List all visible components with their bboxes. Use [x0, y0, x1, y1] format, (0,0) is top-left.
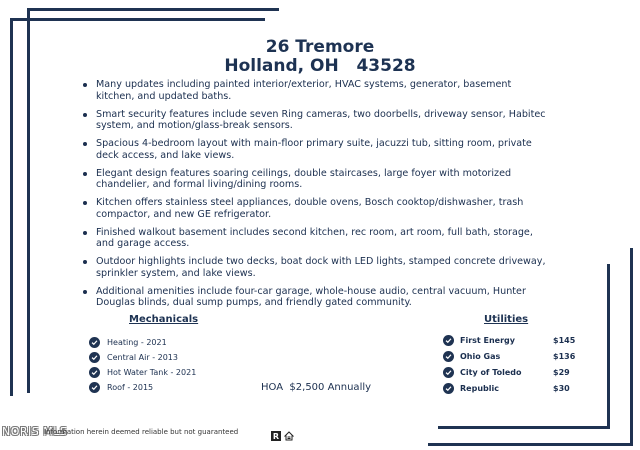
utility-name: Republic [460, 384, 499, 393]
utility-cost: $145 [553, 336, 576, 345]
disclaimer-text: Information herein deemed reliable but not guaranteed [44, 428, 239, 436]
check-circle-icon [89, 367, 100, 378]
utilities-heading: Utilities [484, 314, 529, 325]
check-circle-icon [89, 352, 100, 363]
equal-housing-icon [284, 426, 294, 445]
check-circle-icon [443, 383, 454, 394]
feature-item: Outdoor highlights include two decks, boat dock with LED lights, stamped concrete driveway, sprinkler system, and lake views. [80, 256, 550, 279]
frame-line [428, 443, 633, 446]
feature-item: Kitchen offers stainless steel appliances, double ovens, Bosch cooktop/dishwasher, trash compactor, and new GE refrigerator. [80, 197, 550, 220]
utility-name: Ohio Gas [460, 352, 501, 361]
check-circle-icon [443, 351, 454, 362]
utility-cost: $30 [553, 384, 570, 393]
check-circle-icon [89, 382, 100, 393]
bullet-icon [83, 231, 87, 235]
bullet-icon [83, 172, 87, 176]
address-street: 26 Tremore [265, 37, 375, 57]
bullet-icon [83, 83, 87, 87]
feature-item: Elegant design features soaring ceilings, double staircases, large foyer with motorized chandelier, and formal living/dining rooms. [80, 168, 550, 191]
mechanical-item: Roof - 2015 [107, 383, 154, 392]
frame-line [630, 248, 633, 443]
check-circle-icon [89, 337, 100, 348]
bullet-icon [83, 142, 87, 146]
frame-line [27, 8, 279, 11]
bullet-icon [83, 290, 87, 294]
utility-name: City of Toledo [460, 368, 522, 377]
feature-item: Spacious 4-bedroom layout with main-floor primary suite, jacuzzi tub, sitting room, private deck access, and lake views. [80, 138, 550, 161]
feature-list [80, 79, 550, 315]
feature-item: Smart security features include seven Ring cameras, two doorbells, driveway sensor, Habitec system, and motion/glass-break sensors. [80, 109, 550, 132]
check-circle-icon [443, 367, 454, 378]
bullet-icon [83, 201, 87, 205]
utility-cost: $29 [553, 368, 570, 377]
address-city-line: Holland, OH 43528 [224, 56, 416, 76]
mls-watermark: NORIS MLS [2, 425, 68, 438]
hoa-fee: HOA $2,500 Annually [261, 382, 372, 393]
feature-item: Additional amenities include four-car garage, whole-house audio, central vacuum, Hunter Douglas blinds, dual sump pumps, and friendly gated community. [80, 286, 550, 309]
bullet-icon [83, 260, 87, 264]
utility-name: First Energy [460, 336, 515, 345]
svg-text:R: R [272, 432, 280, 441]
mechanicals-heading: Mechanicals [129, 314, 199, 325]
mechanical-item: Heating - 2021 [107, 338, 167, 347]
mechanical-item: Hot Water Tank - 2021 [107, 368, 197, 377]
feature-item: Many updates including painted interior/exterior, HVAC systems, generator, basement kitchen, and updated baths. [80, 79, 550, 102]
feature-item: Finished walkout basement includes second kitchen, rec room, art room, full bath, storage, and garage access. [80, 227, 550, 250]
utility-cost: $136 [553, 352, 576, 361]
mechanical-item: Central Air - 2013 [107, 353, 178, 362]
frame-line [10, 18, 265, 21]
frame-line [438, 426, 610, 429]
check-circle-icon [443, 335, 454, 346]
frame-line [607, 264, 610, 426]
bullet-icon [83, 113, 87, 117]
realtor-icon [271, 426, 281, 445]
